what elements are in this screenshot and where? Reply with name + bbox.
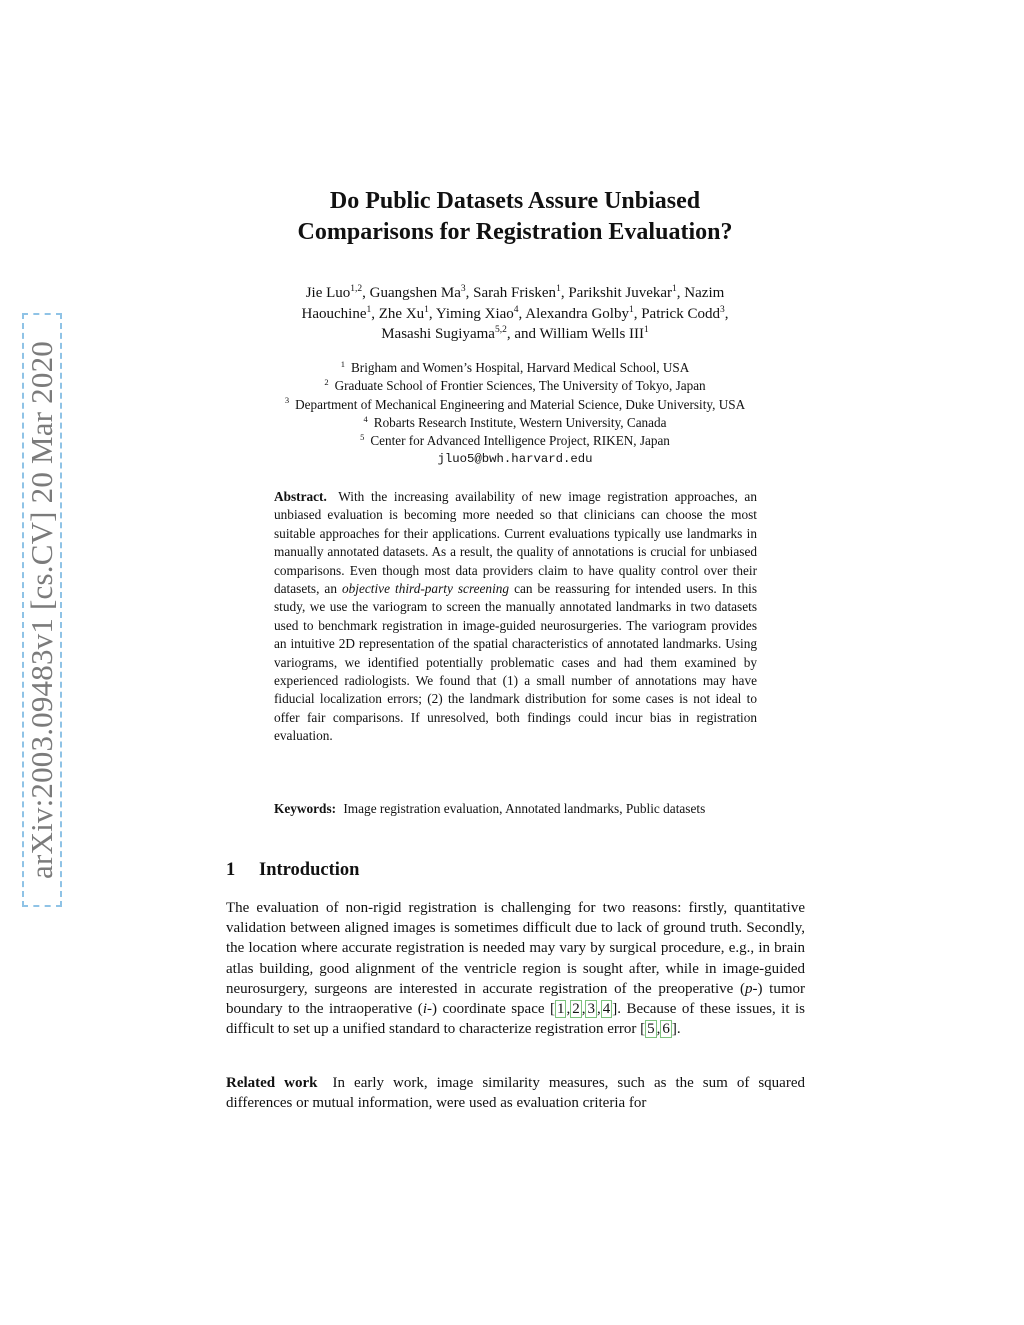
citation-link[interactable]: 6	[662, 1021, 670, 1038]
citation-link[interactable]: 4	[602, 1001, 611, 1018]
paragraph-text: In early work, image similarity measures, such as the sum of squared differences or mutual information, were used as evaluation criteria for	[226, 1075, 805, 1112]
section-title: Introduction	[259, 860, 360, 880]
arxiv-identifier-text: arXiv:2003.09483v1 [cs.CV] 20 Mar 2020	[24, 341, 59, 879]
arxiv-identifier-stamp	[22, 313, 62, 907]
section-number: 1	[226, 860, 236, 880]
author-affiliation-marker: 1	[644, 325, 649, 335]
citation-link[interactable]: 3	[587, 1001, 595, 1018]
author-line: Haouchine$^1$, Zhe Xu$^1$, Yiming Xiao$^4$, Alexandra Golby$^1$, Patrick Codd$^3$,	[301, 304, 729, 322]
variable-p: p	[744, 980, 753, 997]
author-line: Jie Luo$^{1,2}$, Guangshen Ma$^3$, Sarah Frisken$^1$, Parikshit Juvekar$^1$, Nazim	[305, 284, 725, 301]
affiliation-list	[214, 359, 816, 469]
affiliation: $^1$ Brigham and Women’s Hospital, Harvard Medical School, USA	[340, 358, 690, 375]
keywords-label: Keywords:	[274, 801, 337, 816]
author-name: Jie Luo	[305, 285, 351, 301]
citation-link[interactable]: 2	[572, 1001, 580, 1018]
citation-link[interactable]: 1	[556, 1001, 565, 1018]
paper-title-line: Do Public Datasets Assure Unbiased	[329, 188, 701, 214]
author-name: Masashi Sugiyama	[381, 326, 495, 342]
author-affiliation-marker: 5,2	[494, 325, 507, 335]
author-line: Masashi Sugiyama$^{5,2}$, and William Wells III$^1$	[381, 325, 649, 342]
citation-group: 5 , 6	[647, 1021, 670, 1038]
affiliation: $^5$ Center for Advanced Intelligence Project, RIKEN, Japan	[360, 431, 670, 449]
author-affiliation-marker: 3	[719, 304, 725, 315]
affiliation: $^2$ Graduate School of Frontier Sciences, The University of Tokyo, Japan	[324, 376, 706, 394]
abstract-text: can be reassuring for intended users. In this study, we use the variogram to screen the manually annotated landmarks in two datasets used to benchmark registration in image-guided neurosurgeries. The variogram provides an intuitive 2D representation of the spatial characteristics of annotated landmarks. Using variograms, we identified potentially problematic cases and had them examined by experienced radiologists. We found that (1) a small number of annotations may have fiducial localization errors; (2) the landmark distribution for some cases is not ideal to offer fair comparisons. If unresolved, both findings could incur bias in registration evaluation.	[274, 581, 758, 744]
keywords-text: Image registration evaluation, Annotated landmarks, Public datasets	[343, 801, 706, 816]
author-affiliation-marker: 1	[556, 284, 561, 294]
contact-email[interactable]: jluo5@bwh.harvard.edu	[437, 452, 593, 467]
author-name: Parikshit Juvekar	[568, 285, 673, 301]
author-name: William Wells III	[539, 326, 645, 342]
paper-title	[226, 186, 804, 248]
related-work-paragraph	[226, 1073, 805, 1113]
section-heading	[226, 860, 359, 881]
intro-paragraph: The evaluation of non-rigid registration is challenging for two reasons: firstly, quantitative validation between aligned images is sometimes difficult due to lack of ground truth. Secondly, the location where accurate registration is needed may vary by surgical procedure, e.g., in brain atlas building, good alignment of the ventricle region is sought after, while in image-guided neurosurgery, surgeons are interested in accurate registration of the preoperative (p-) tumor boundary to the intraoperative (i-) coordinate space [ 1 , 2 , 3 , 4 ]. Because of these issues, it is difficult to set up a unified standard to characterize registration error [ 5 , 6 ].	[226, 898, 805, 1039]
affiliation: $^3$ Department of Mechanical Engineering and Material Science, Duke University, USA	[284, 395, 746, 412]
author-name: Patrick Codd	[641, 305, 720, 322]
paper-title-line: Comparisons for Registration Evaluation?	[297, 219, 733, 245]
abstract-label: Abstract.	[274, 489, 327, 504]
paragraph-heading: Related work	[226, 1075, 318, 1091]
citation-link[interactable]: 5	[647, 1021, 655, 1038]
author-affiliation-marker: 1	[424, 304, 429, 315]
author-affiliation-marker: 1	[366, 304, 372, 315]
variable-i: i	[422, 1001, 427, 1018]
author-list	[226, 283, 804, 345]
abstract	[274, 488, 757, 746]
author-name: Yiming Xiao	[435, 305, 514, 322]
keywords	[274, 800, 757, 818]
author-affiliation-marker: 4	[513, 304, 519, 315]
author-name: Alexandra Golby	[525, 305, 629, 322]
author-name: Sarah Frisken	[473, 285, 557, 301]
author-name: Zhe Xu	[378, 305, 425, 322]
author-affiliation-marker: 3	[460, 284, 466, 294]
author-affiliation-marker: 1	[672, 284, 677, 294]
author-affiliation-marker: 1,2	[350, 284, 363, 294]
abstract-emphasis: objective third-party screening	[342, 581, 510, 597]
citation-group: 1 , 2 , 3 , 4	[556, 1001, 611, 1018]
author-name: Guangshen Ma	[369, 285, 461, 301]
affiliation: $^4$ Robarts Research Institute, Western University, Canada	[363, 413, 667, 430]
author-affiliation-marker: 1	[628, 304, 634, 315]
abstract-text: With the increasing availability of new image registration approaches, an unbiased evaluation is becoming more needed so that clinicians can choose the most suitable approaches for their applications. Current evaluations typically use landmarks in manually annotated datasets. As a result, the quality of annotations is crucial for unbiased comparisons. Even though most data providers claim to have quality control over their datasets, an	[274, 489, 757, 597]
